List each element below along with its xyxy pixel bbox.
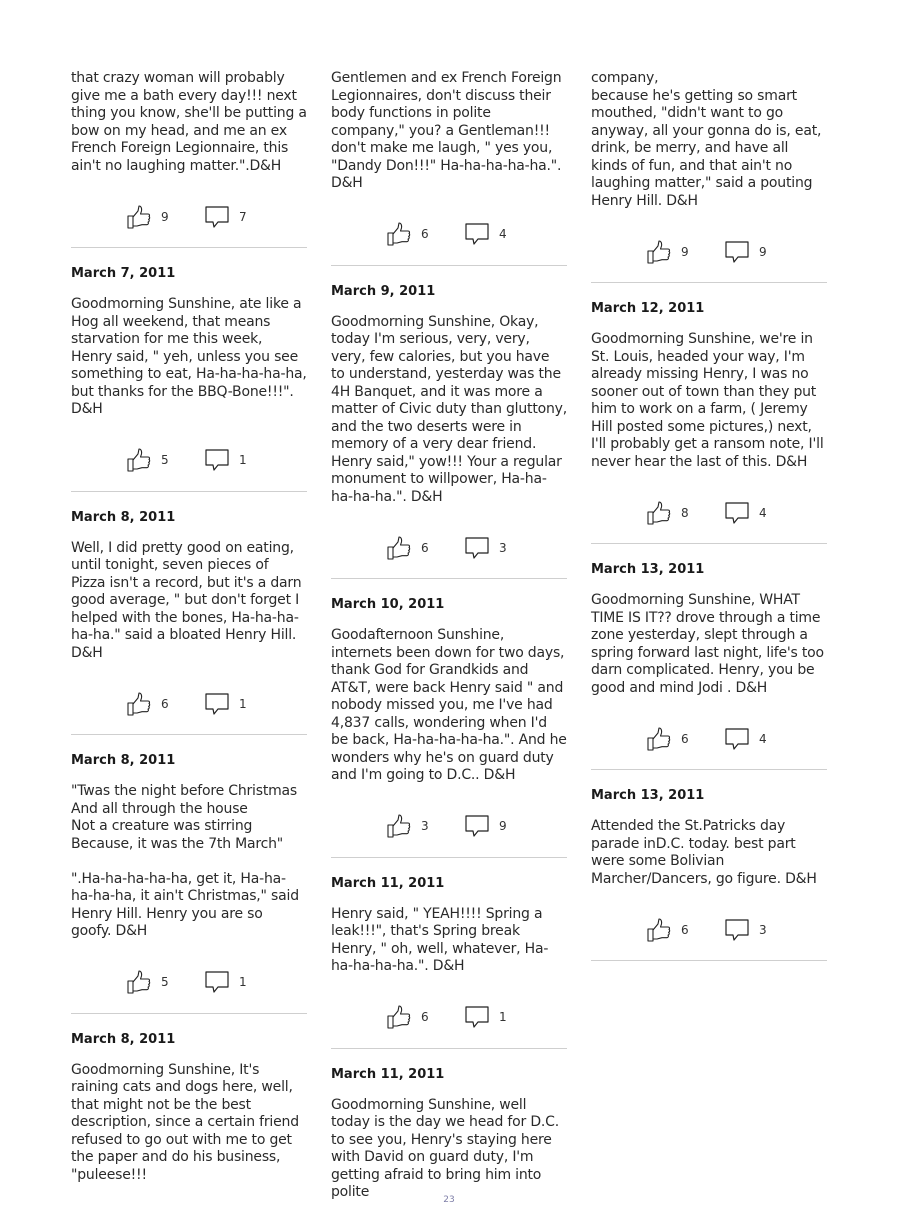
comment-count: 1 [239,975,247,989]
post-text: that crazy woman will probably give me a bath every day!!! next thing you know, she'll be putting a bow on my head, and me an ex French Foreign Legionnaire, this ain't no laughing matter.".D&H [71,70,307,174]
post-date: March 8, 2011 [71,753,176,768]
post-text: "Twas the night before Christmas And all through the house Not a creature was stirring Because, it was the 7th March" ".Ha-ha-ha-ha-ha, get it, Ha-ha-ha-ha-ha, it ain't Christmas," said Henry Hill. Henry you are so goofy. D&H [71,783,299,939]
comment-button[interactable] [724,916,767,943]
comment-button[interactable] [204,690,247,717]
like-button[interactable] [646,725,689,752]
reactions-bar [591,725,827,752]
comment-bubble-icon [204,204,230,230]
post [591,70,827,283]
post-date: March 11, 2011 [331,875,445,891]
reactions-bar [71,447,307,474]
reactions-bar [71,203,307,230]
post [71,752,307,1014]
like-count: 6 [681,922,689,937]
comment-count: 3 [499,540,507,555]
like-count: 6 [681,731,689,746]
thumbs-up-icon [386,813,412,839]
thumbs-up-icon [646,917,672,943]
comment-count: 4 [759,505,767,520]
post-date: March 8, 2011 [71,509,176,525]
post [331,70,567,266]
like-button[interactable] [126,447,169,474]
like-button[interactable] [386,1004,429,1031]
thumbs-up-icon [646,239,672,265]
post-date: March 9, 2011 [331,283,436,299]
thumbs-up-icon [386,1004,412,1030]
thumbs-up-icon [646,500,672,526]
like-button[interactable] [646,499,689,526]
comment-bubble-icon [464,535,490,561]
like-count: 6 [421,1010,429,1024]
like-button[interactable] [126,203,169,230]
comment-bubble-icon [724,239,750,265]
post-text: Gentlemen and ex French Foreign Legionnaires, don't discuss their body functions in polite company," you? a Gentleman!!! don't make me laugh, " yes you, "Dandy Don!!!" Ha-ha-ha-ha-ha.". D&H [331,70,562,191]
comment-bubble-icon [464,1004,490,1030]
like-count: 6 [421,227,429,241]
comment-bubble-icon [464,221,490,247]
post [331,283,567,580]
like-count: 8 [681,505,689,520]
like-button[interactable] [386,534,429,561]
post [71,509,307,736]
comment-button[interactable] [204,203,247,230]
post [71,70,307,248]
post-text: Goodmorning Sunshine, WHAT TIME IS IT?? drove through a time zone yesterday, slept through a spring forward last night, life's too darn complicated. Henry, you be good and mind Jodi . D&H [591,592,824,696]
like-button[interactable] [126,690,169,717]
comment-count: 1 [239,696,247,711]
post-text: Attended the St.Patricks day parade inD.C. today. best part were some Bolivian Marcher/Dancers, go figure. D&H [591,818,817,887]
page-number: 23 [443,1195,455,1205]
column-1 [71,70,307,1184]
like-button[interactable] [646,916,689,943]
post-text: Goodmorning Sunshine, It's raining cats and dogs here, well, that might not be the best description, since a certain friend refused to go out with me to get the paper and do his business, "puleese!!! [71,1061,299,1183]
like-count: 5 [161,975,169,989]
post-date: March 12, 2011 [591,301,705,316]
like-count: 3 [421,819,429,833]
comment-button[interactable] [464,1004,507,1031]
like-button[interactable] [386,221,429,248]
post-date: March 7, 2011 [71,266,176,281]
post-text: Henry said, " YEAH!!!! Spring a leak!!!", that's Spring break Henry, " oh, well, whatever, Ha-ha-ha-ha-ha.". D&H [331,905,549,974]
post [591,561,827,770]
reactions-bar [71,969,307,996]
comment-count: 7 [239,209,247,224]
post-date: March 10, 2011 [331,597,445,612]
like-count: 5 [161,453,169,467]
post-text: Goodmorning Sunshine, ate like a Hog all weekend, that means starvation for me this week, Henry said, " yeh, unless you see something to eat, Ha-ha-ha-ha-ha, but thanks for the BBQ-Bone!!!". D&H [71,296,307,417]
reactions-bar [331,221,567,248]
post-text: company, because he's getting so smart mouthed, "didn't want to go anyway, all your gonna do is, eat, drink, be merry, and have all kinds of fun, and that ain't no laughing matter," said a pouting Henry Hill. D&H [591,70,822,209]
post-date: March 13, 2011 [591,562,705,577]
post-text: Goodafternoon Sunshine, internets been down for two days, thank God for Grandkids and AT&T, were back Henry said " and nobody missed you, me I've had 4,837 calls, wondering when I'd be back, Ha-ha-ha-ha-ha.". And he wonders why he's on guard duty and I'm going to D.C.. D&H [331,627,567,783]
like-button[interactable] [386,813,429,840]
like-button[interactable] [126,969,169,996]
post [71,1031,307,1185]
thumbs-up-icon [386,221,412,247]
post-text: Goodmorning Sunshine, we're in St. Louis, headed your way, I'm already missing Henry, I was no sooner out of town than they put him to work on a farm, ( Jeremy Hill posted some pictures,) next, I'll probably get a ransom note, I'll never hear the last of this. D&H [591,331,824,470]
post [71,265,307,492]
reactions-bar [591,916,827,943]
thumbs-up-icon [386,535,412,561]
comment-bubble-icon [204,691,230,717]
comment-count: 3 [759,922,767,937]
comment-count: 9 [759,244,767,259]
reactions-bar [331,813,567,840]
post [331,596,567,858]
post [331,875,567,1049]
comment-button[interactable] [204,447,247,474]
thumbs-up-icon [646,726,672,752]
comment-button[interactable] [204,969,247,996]
comment-bubble-icon [464,813,490,839]
reactions-bar [331,1004,567,1031]
post [591,787,827,961]
like-count: 9 [681,244,689,259]
comment-count: 1 [499,1010,507,1024]
comment-button[interactable] [724,725,767,752]
post-date: March 8, 2011 [71,1031,176,1047]
comment-count: 4 [759,731,767,746]
comment-button[interactable] [464,534,507,561]
like-count: 6 [421,540,429,555]
comment-bubble-icon [204,447,230,473]
like-button[interactable] [646,238,689,265]
comment-button[interactable] [724,238,767,265]
reactions-bar [591,499,827,526]
reactions-bar [331,534,567,561]
post-text: Goodmorning Sunshine, Okay, today I'm serious, very, very, very, few calories, but you have to understand, yesterday was the 4H Banquet, and it was more a matter of Civic duty than gluttony, and the two deserts were in memory of a very dear friend. Henry said," yow!!! Your a regular monument to willpower, Ha-ha-ha-ha-ha.". D&H [331,313,567,505]
post-text: Well, I did pretty good on eating, until tonight, seven pieces of Pizza isn't a record, but it's a darn good average, " but don't forget I helped with the bones, Ha-ha-ha-ha-ha." said a bloated Henry Hill. D&H [71,539,302,661]
comment-bubble-icon [204,969,230,995]
comment-count: 1 [239,453,247,467]
comment-button[interactable] [464,221,507,248]
comment-bubble-icon [724,726,750,752]
comment-count: 9 [499,819,507,833]
comment-bubble-icon [724,917,750,943]
post [591,300,827,544]
comment-button[interactable] [724,499,767,526]
reactions-bar [71,690,307,717]
comment-button[interactable] [464,813,507,840]
thumbs-up-icon [126,969,152,995]
column-3 [591,70,827,961]
column-2 [331,70,567,1202]
comment-count: 4 [499,227,507,241]
post-date: March 11, 2011 [331,1066,445,1082]
reactions-bar [591,238,827,265]
thumbs-up-icon [126,691,152,717]
post-text: Goodmorning Sunshine, well today is the day we head for D.C. to see you, Henry's staying here with David on guard duty, I'm getting afraid to bring him into polite [331,1096,559,1200]
comment-bubble-icon [724,500,750,526]
post-date: March 13, 2011 [591,788,705,803]
post [331,1066,567,1202]
thumbs-up-icon [126,204,152,230]
like-count: 6 [161,696,169,711]
thumbs-up-icon [126,447,152,473]
like-count: 9 [161,209,169,224]
